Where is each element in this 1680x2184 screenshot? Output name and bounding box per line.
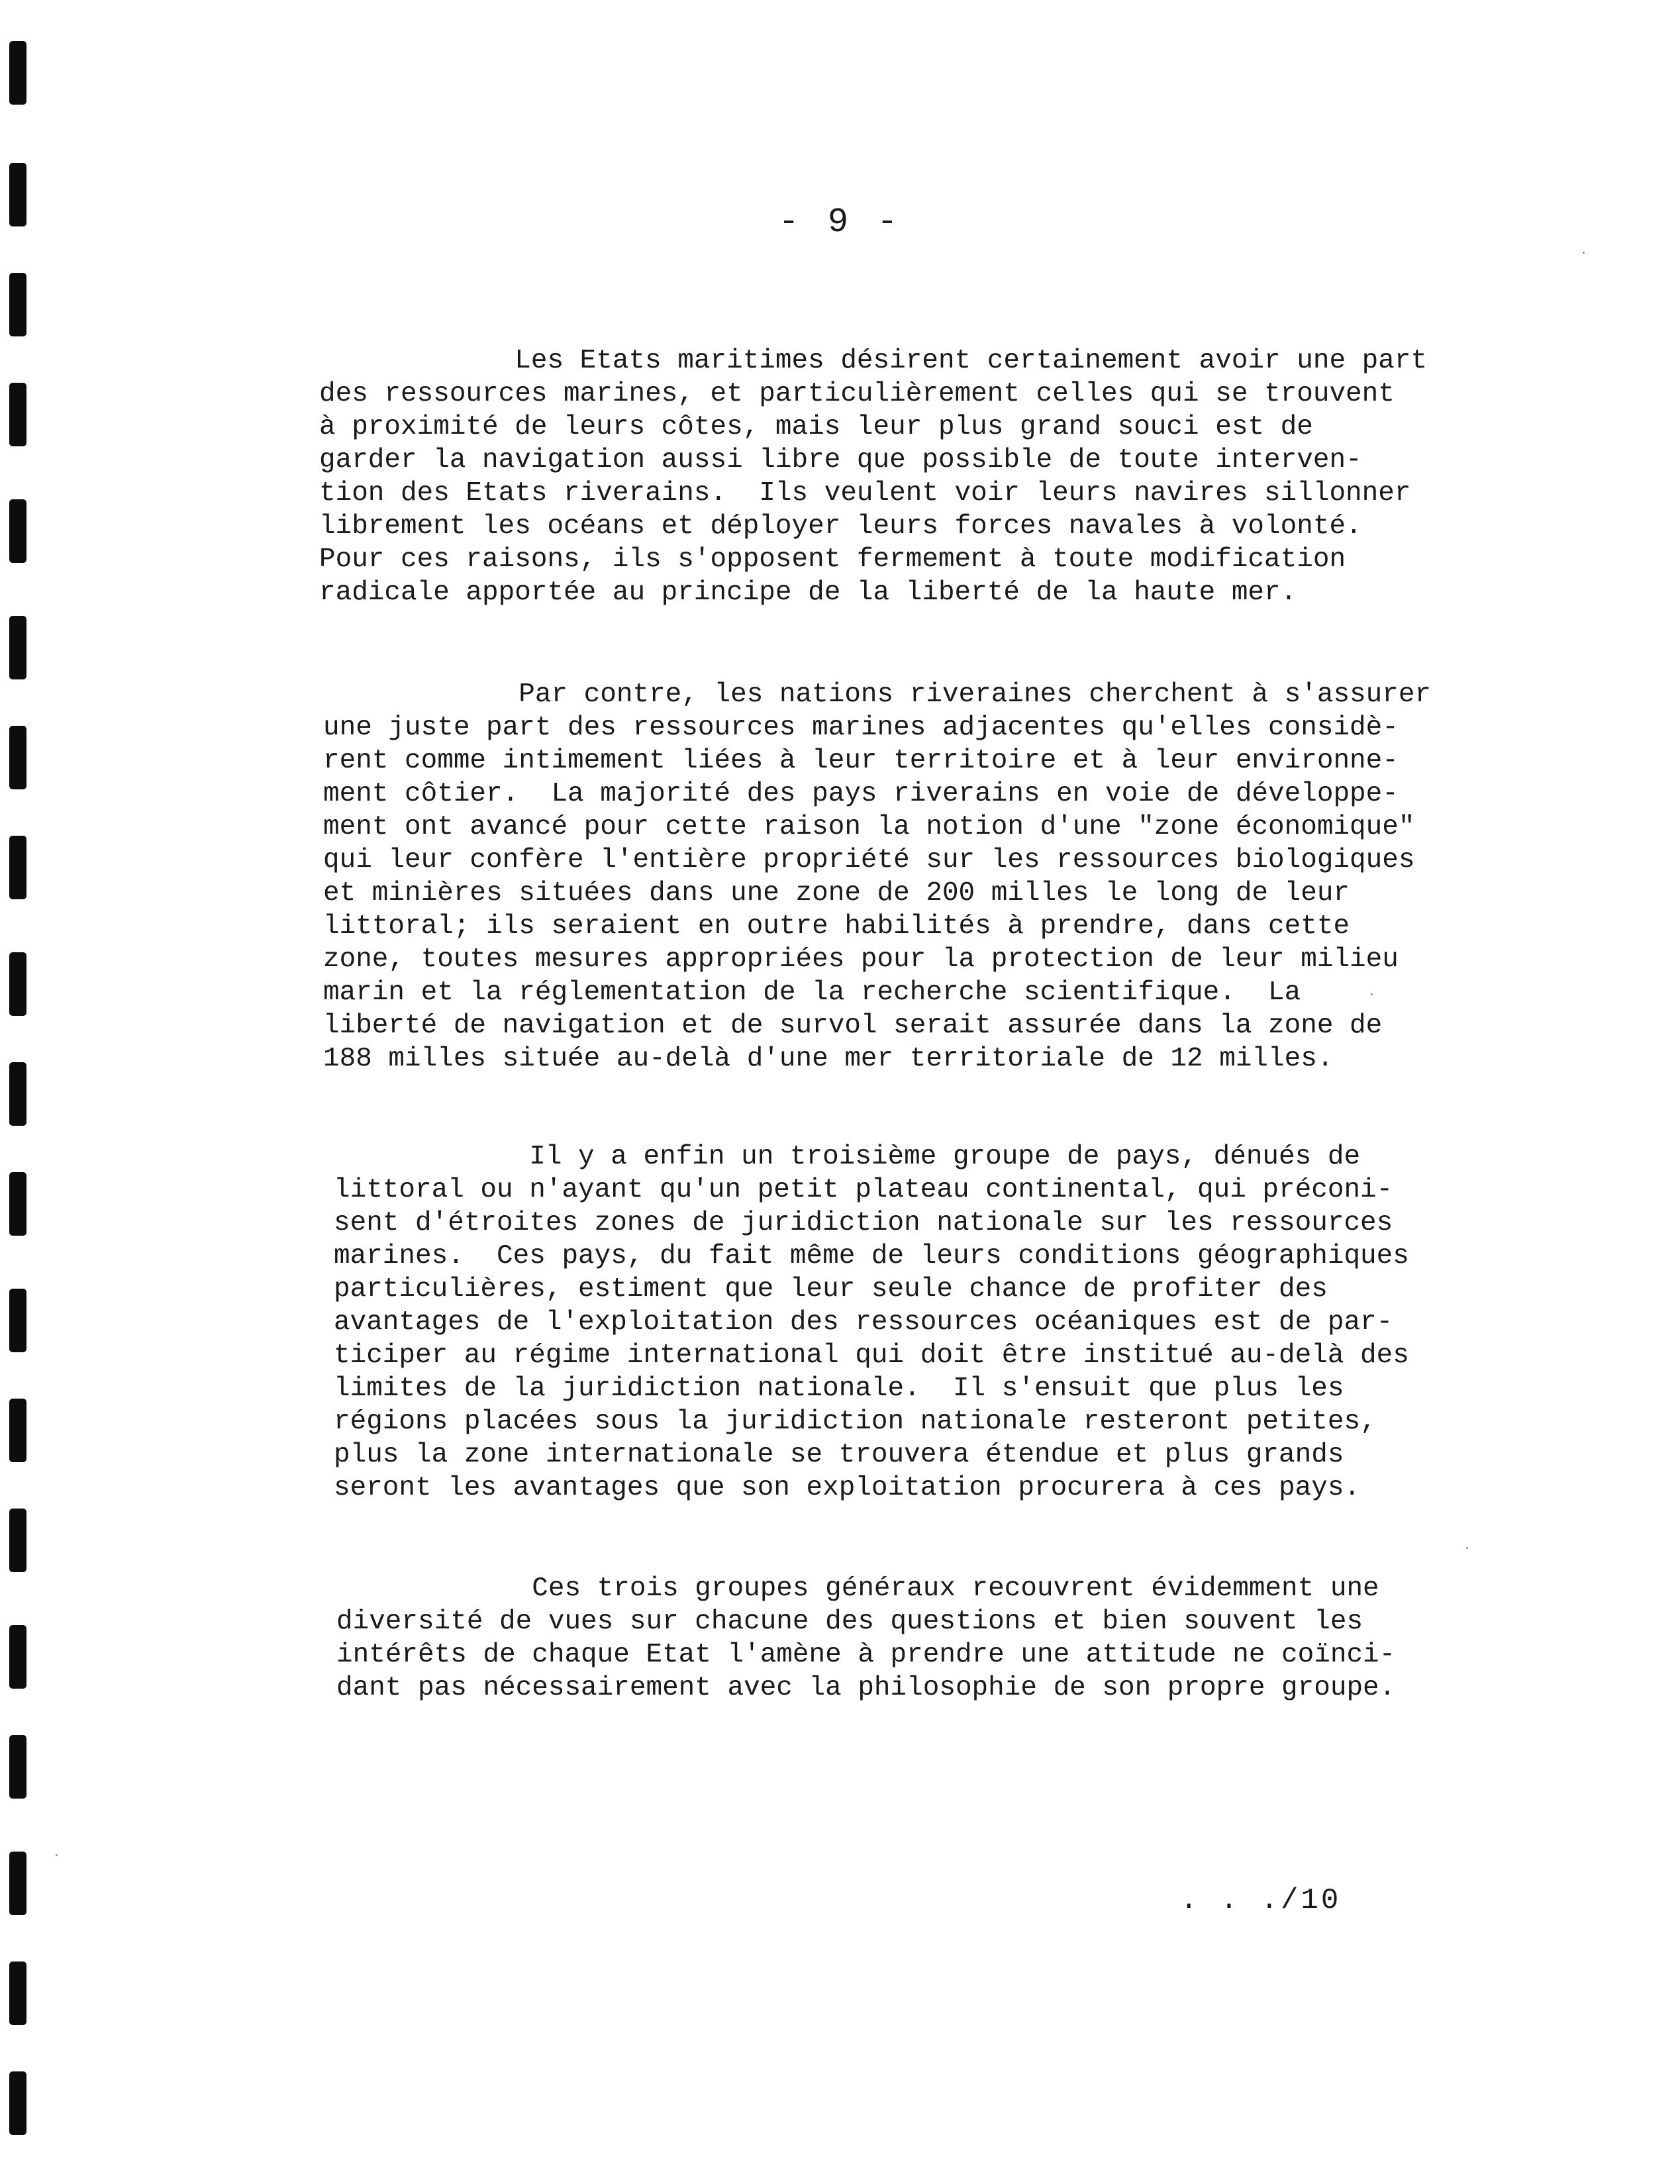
text-line: avantages de l'exploitation des ressources océaniques est de par- — [334, 1307, 1393, 1338]
text-line: régions placées sous la juridiction nationale resteront petites, — [334, 1407, 1377, 1437]
text-line: dant pas nécessairement avec la philosophie de son propre groupe. — [336, 1673, 1396, 1703]
text-line: et minières situées dans une zone de 200 milles le long de leur — [323, 878, 1350, 909]
binder-hole — [9, 41, 26, 105]
scan-speck — [56, 1854, 58, 1856]
binder-hole — [9, 616, 26, 679]
text-line: Il y a enfin un troisième groupe de pays, dénués de — [334, 1142, 1361, 1172]
text-line: Pour ces raisons, ils s'opposent fermement à toute modification — [319, 544, 1346, 575]
text-line: rent comme intimement liées à leur territoire et à leur environne- — [323, 746, 1399, 776]
text-line: une juste part des ressources marines adjacentes qu'elles considè- — [323, 713, 1399, 743]
binder-hole — [9, 1509, 26, 1572]
text-line: littoral; ils seraient en outre habilités à prendre, dans cette — [323, 911, 1350, 942]
text-line: à proximité de leurs côtes, mais leur plus grand souci est de — [319, 412, 1313, 442]
text-line: 188 milles située au-delà d'une mer territoriale de 12 milles. — [323, 1044, 1334, 1074]
paragraph-maritime-states — [319, 344, 1427, 609]
binder-hole — [9, 273, 26, 336]
text-line: diversité de vues sur chacune des questions et bien souvent les — [336, 1607, 1363, 1637]
binder-hole — [9, 1735, 26, 1799]
binder-hole — [9, 499, 26, 563]
binder-hole — [9, 1289, 26, 1352]
text-line: Les Etats maritimes désirent certainement avoir une part — [319, 346, 1428, 376]
binder-hole — [9, 836, 26, 899]
binder-hole — [9, 1625, 26, 1689]
text-line: plus la zone internationale se trouvera étendue et plus grands — [334, 1440, 1344, 1470]
text-line: zone, toutes mesures appropriées pour la protection de leur milieu — [323, 944, 1399, 975]
binder-hole — [9, 1852, 26, 1915]
binder-hole — [9, 1062, 26, 1126]
binder-hole — [9, 726, 26, 789]
text-line: marin et la réglementation de la recherche scientifique. La — [323, 977, 1301, 1008]
scan-speck — [1583, 252, 1585, 254]
text-line: littoral ou n'ayant qu'un petit plateau continental, qui préconi- — [334, 1175, 1393, 1205]
scan-speck — [1466, 1547, 1468, 1549]
binder-hole — [9, 1399, 26, 1462]
paragraph-three-groups — [336, 1572, 1395, 1705]
text-line: des ressources marines, et particulièrement celles qui se trouvent — [319, 379, 1395, 409]
text-line: ment côtier. La majorité des pays riverains en voie de développe- — [323, 779, 1399, 809]
text-line: Ces trois groupes généraux recouvrent évidemment une — [336, 1573, 1379, 1604]
continuation-marker: . . ./10 — [1180, 1884, 1342, 1917]
text-line: sent d'étroites zones de juridiction nationale sur les ressources — [334, 1208, 1393, 1238]
binder-hole — [9, 952, 26, 1016]
text-line: garder la navigation aussi libre que possible de toute interven- — [319, 445, 1362, 475]
text-line: librement les océans et déployer leurs forces navales à volonté. — [319, 511, 1362, 542]
text-line: marines. Ces pays, du fait même de leurs conditions géographiques — [334, 1241, 1409, 1271]
binder-hole — [9, 1172, 26, 1236]
text-line: particulières, estiment que leur seule chance de profiter des — [334, 1274, 1328, 1305]
text-line: ment ont avancé pour cette raison la notion d'une "zone économique" — [323, 812, 1415, 842]
text-line: qui leur confère l'entière propriété sur les ressources biologiques — [323, 845, 1415, 875]
text-line: intérêts de chaque Etat l'amène à prendre une attitude ne coïnci- — [336, 1640, 1396, 1670]
text-line: seront les avantages que son exploitation procurera à ces pays. — [334, 1473, 1361, 1503]
binder-hole — [9, 383, 26, 446]
paragraph-coastal-nations — [323, 678, 1431, 1075]
binder-hole — [9, 2071, 26, 2135]
text-line: tion des Etats riverains. Ils veulent voir leurs navires sillonner — [319, 478, 1411, 509]
page-number: - 9 - — [778, 203, 902, 242]
text-line: liberté de navigation et de survol serait assurée dans la zone de — [323, 1011, 1383, 1041]
paragraph-third-group — [334, 1140, 1409, 1505]
text-line: limites de la juridiction nationale. Il s'ensuit que plus les — [334, 1373, 1344, 1404]
text-line: ticiper au régime international qui doit être institué au-delà des — [334, 1340, 1409, 1371]
binder-hole — [9, 1961, 26, 2025]
text-line: Par contre, les nations riveraines cherchent à s'assurer — [323, 679, 1432, 710]
text-line: radicale apportée au principe de la liberté de la haute mer. — [319, 577, 1297, 608]
